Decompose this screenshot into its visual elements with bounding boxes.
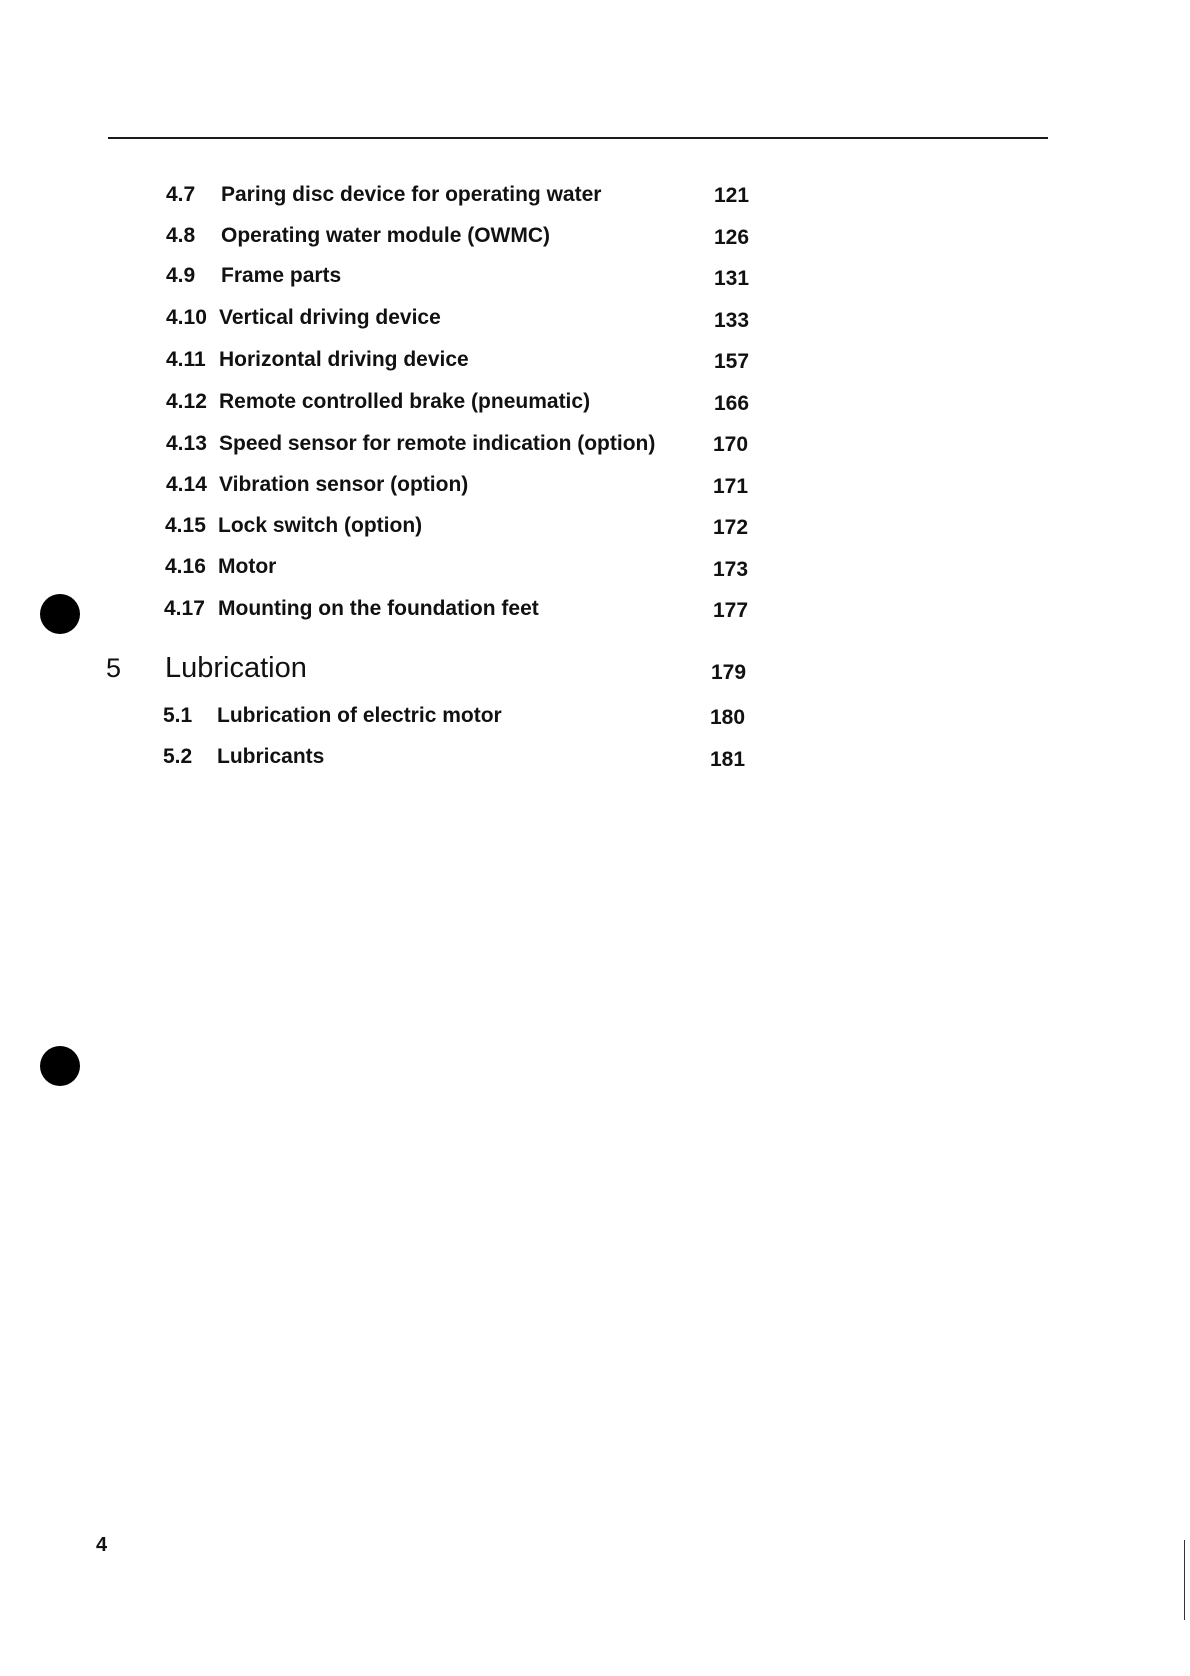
toc-entry-page: 181 <box>710 748 746 771</box>
toc-entry-title: Operating water module (OWMC) <box>221 224 551 247</box>
toc-entry-number: 4.10 <box>166 306 207 329</box>
toc-entry-page: 172 <box>713 516 749 539</box>
toc-entry-title: Frame parts <box>221 264 342 287</box>
top-rule <box>108 137 1048 139</box>
toc-entry-page: 173 <box>713 558 749 581</box>
toc-entry-number: 4.17 <box>164 597 205 620</box>
toc-entry-title: Vibration sensor (option) <box>219 473 469 496</box>
toc-entry-page: 171 <box>713 475 749 498</box>
toc-entry-number: 4.11 <box>166 348 206 371</box>
toc-entry-title: Lubricants <box>217 745 325 768</box>
toc-entry-page: 170 <box>713 433 749 456</box>
toc-entry-page: 121 <box>714 184 750 207</box>
toc-entry-number: 4.16 <box>165 555 206 578</box>
punch-hole-lower <box>40 1046 80 1086</box>
toc-entry-number: 4.7 <box>166 183 196 206</box>
toc-entry-number: 4.14 <box>166 473 207 496</box>
toc-entry-title: Lubrication of electric motor <box>217 704 502 727</box>
toc-entry-number: 4.13 <box>166 432 207 455</box>
chapter-page: 179 <box>711 661 747 684</box>
chapter-title: Lubrication <box>165 652 307 684</box>
toc-entry-page: 180 <box>710 706 746 729</box>
toc-entry-title: Paring disc device for operating water <box>221 183 602 206</box>
toc-entry-title: Mounting on the foundation feet <box>218 597 539 620</box>
toc-entry-page: 157 <box>714 350 750 373</box>
toc-entry-number: 4.9 <box>166 264 196 287</box>
toc-entry-page: 177 <box>713 599 749 622</box>
toc-entry-number: 5.1 <box>163 704 193 727</box>
toc-entry-number: 4.8 <box>166 224 196 247</box>
toc-entry-number: 5.2 <box>163 745 193 768</box>
toc-entry-title: Motor <box>218 555 277 578</box>
scan-edge-mark <box>1184 1540 1185 1620</box>
toc-entry-number: 4.15 <box>165 514 206 537</box>
punch-hole-upper <box>40 594 80 634</box>
toc-entry-page: 131 <box>714 267 750 290</box>
toc-entry-title: Vertical driving device <box>219 306 441 329</box>
toc-entry-title: Remote controlled brake (pneumatic) <box>219 390 591 413</box>
toc-entry-page: 133 <box>714 309 750 332</box>
toc-entry-page: 126 <box>714 226 750 249</box>
toc-entry-title: Speed sensor for remote indication (option) <box>219 432 656 455</box>
toc-entry-title: Horizontal driving device <box>219 348 469 371</box>
page-number: 4 <box>96 1534 108 1556</box>
toc-entry-title: Lock switch (option) <box>218 514 423 537</box>
toc-entry-number: 4.12 <box>166 390 207 413</box>
chapter-number: 5 <box>106 653 122 683</box>
toc-entry-page: 166 <box>714 392 750 415</box>
